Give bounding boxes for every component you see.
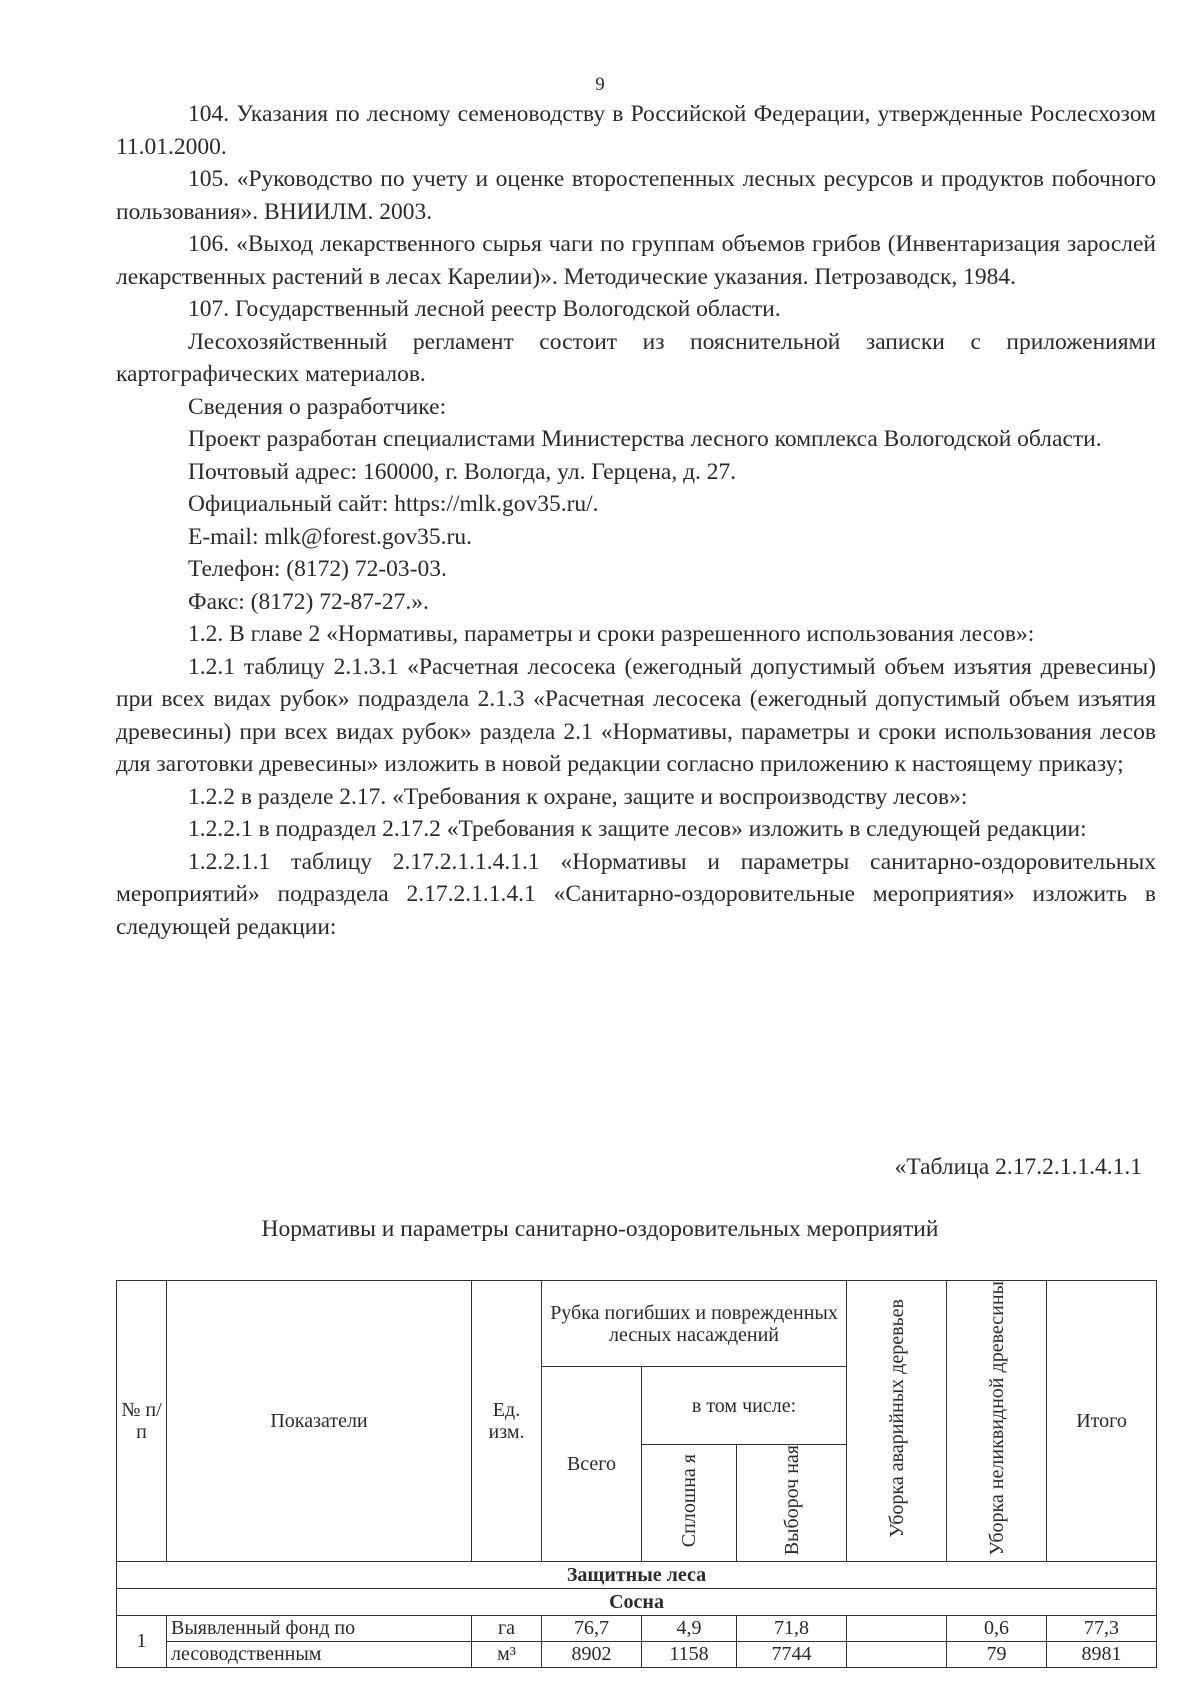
paragraph: 1.2.2 в разделе 2.17. «Требования к охране, защите и воспроизводству лесов»: [188, 783, 968, 810]
cell-num: 1 [117, 1615, 167, 1667]
cell-emergency [847, 1615, 947, 1641]
cell-indicator: лесоводственным [167, 1641, 472, 1667]
cell-indicator: Выявленный фонд по [167, 1615, 472, 1641]
header-illiquid: Уборка неликвидной древесины [985, 1281, 1008, 1556]
paragraph: Факс: (8172) 72-87-27.». [188, 588, 429, 615]
section-row: Защитные леса [117, 1561, 1157, 1588]
cell-total: 8902 [542, 1641, 642, 1667]
header-selective-cell [737, 1445, 847, 1561]
cell-selective: 71,8 [737, 1615, 847, 1641]
header-clear: Сплошна я [678, 1453, 700, 1548]
header-emergency: Уборка аварийных деревьев [885, 1298, 908, 1538]
paragraph: E-mail: mlk@forest.gov35.ru. [188, 523, 473, 550]
cell-clear: 1158 [642, 1641, 737, 1667]
header-including: в том числе: [642, 1367, 847, 1445]
document-body [116, 98, 1156, 943]
header-emergency-cell [847, 1281, 947, 1562]
table-row [117, 1641, 1157, 1667]
paragraph: Официальный сайт: https://mlk.gov35.ru/. [188, 491, 599, 517]
cell-clear: 4,9 [642, 1615, 737, 1641]
header-clear-cell [642, 1445, 737, 1561]
cell-illiquid: 0,6 [947, 1615, 1047, 1641]
cell-illiquid: 79 [947, 1641, 1047, 1667]
paragraph: Телефон: (8172) 72-03-03. [188, 556, 447, 582]
header-unit: Ед. изм. [472, 1281, 542, 1562]
cell-unit: м³ [472, 1641, 542, 1667]
paragraph: 106. «Выход лекарственного сырья чаги по группам объемов грибов (Инвентаризация зарослей лекарственных растений в лесах Карелии)». Методические указания. Петрозаводск, 1984. [116, 231, 1156, 290]
paragraph: 107. Государственный лесной реестр Вологодской области. [188, 296, 781, 322]
paragraph: 1.2.2.1.1 таблицу 2.17.2.1.1.4.1.1 «Нормативы и параметры санитарно-оздоровительных мероприятий» подраздела 2.17.2.1.1.4.1 «Санитарно-оздоровительные мероприятия» изложить в следующей редакции: [116, 848, 1156, 940]
paragraph: 1.2.2.1 в подраздел 2.17.2 «Требования к защите лесов» изложить в следующей редакции: [188, 816, 1087, 842]
header-selective: Выбороч ная [780, 1445, 803, 1556]
table-row [117, 1615, 1157, 1641]
paragraph: Проект разработан специалистами Министерства лесного комплекса Вологодской области. [188, 426, 1102, 452]
paragraph: Сведения о разработчике: [188, 393, 447, 420]
norms-table [116, 1280, 1157, 1668]
cell-selective: 7744 [737, 1641, 847, 1667]
species-row: Сосна [117, 1588, 1157, 1615]
paragraph: 1.2.1 таблицу 2.1.3.1 «Расчетная лесосека (ежегодный допустимый объем изъятия древесины) при всех видах рубок» подраздела 2.1.3 «Расчетная лесосека (ежегодный допустимый объем изъятия древесины) при всех видах рубок» раздела 2.1 «Нормативы, параметры и сроки использования лесов для заготовки древесины» изложить в новой редакции согласно приложению к настоящему приказу; [116, 653, 1156, 777]
cell-emergency [847, 1641, 947, 1667]
cell-grand-total: 8981 [1047, 1641, 1157, 1667]
cell-total: 76,7 [542, 1615, 642, 1641]
header-num: № п/п [117, 1281, 167, 1562]
paragraph: 104. Указания по лесному семеноводству в Российской Федерации, утвержденные Рослесхозом 11.01.2000. [116, 101, 1156, 160]
table-label: «Таблица 2.17.2.1.1.4.1.1 [894, 1154, 1142, 1180]
header-grand-total: Итого [1047, 1281, 1157, 1562]
paragraph: 1.2. В главе 2 «Нормативы, параметры и сроки разрешенного использования лесов»: [188, 621, 1035, 647]
paragraph: Лесохозяйственный регламент состоит из пояснительной записки с приложениями картографических материалов. [116, 328, 1156, 387]
header-felling-group: Рубка погибших и поврежденных лесных насаждений [542, 1281, 847, 1367]
header-total: Всего [542, 1367, 642, 1562]
cell-grand-total: 77,3 [1047, 1615, 1157, 1641]
paragraph: 105. «Руководство по учету и оценке второстепенных лесных ресурсов и продуктов побочного пользования». ВНИИЛМ. 2003. [116, 166, 1156, 225]
page-number: 9 [595, 74, 605, 95]
header-indicator: Показатели [167, 1281, 472, 1562]
paragraph: Почтовый адрес: 160000, г. Вологда, ул. Герцена, д. 27. [188, 458, 737, 485]
header-illiquid-cell [947, 1281, 1047, 1562]
cell-unit: га [472, 1615, 542, 1641]
table-title: Нормативы и параметры санитарно-оздоровительных мероприятий [261, 1216, 939, 1242]
